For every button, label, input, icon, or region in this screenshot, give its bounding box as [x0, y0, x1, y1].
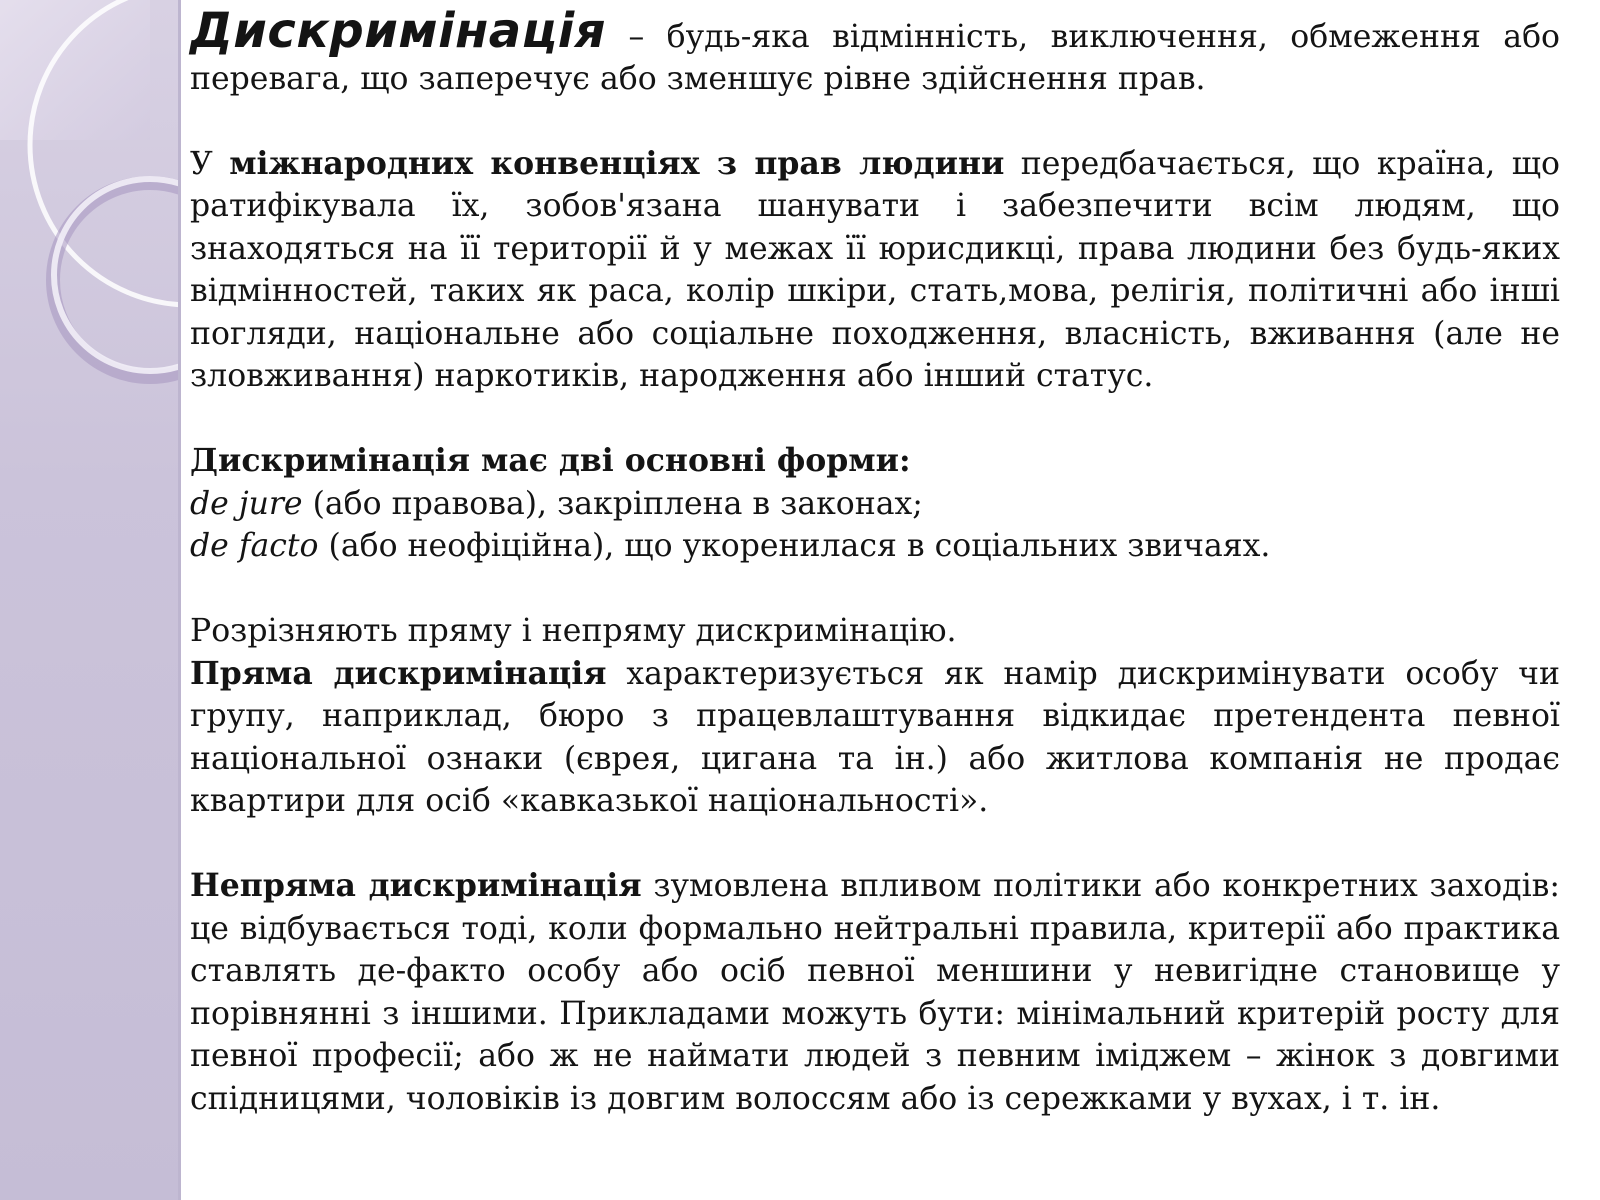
spacer [190, 568, 1560, 611]
dejure-text: (або правова), закріплена в законах; [302, 485, 923, 522]
top-panel [0, 0, 150, 140]
decorative-sidebar [0, 0, 181, 1200]
indirect-text: зумовлена впливом політики або конкретних заходів: це відбувається тоді, коли формально нейтральні правила, критерії або практика ставлять де-факто особу або осіб певної меншини у невигідне становище у порівнянні з іншими. Прикладами можуть бути: мінімальний критерій росту для певної професії; або ж не наймати людей з певним іміджем – жінок з довгими спідницями, чоловіків із довгим волоссям або із сережками у вухах, і т. ін. [190, 868, 1561, 1117]
conventions-prefix: У [190, 145, 230, 182]
direct-term: Пряма дискримінація [190, 654, 607, 692]
forms-heading [190, 440, 1560, 483]
defacto-term: de facto [190, 528, 319, 564]
definition-paragraph [190, 3, 1560, 100]
decorative-rings [0, 0, 178, 1200]
definition-term: Дискримінація [190, 3, 606, 59]
defacto-text: (або неофіційна), що укоренилася в соціальних звичаях. [318, 528, 1271, 564]
conventions-paragraph [190, 143, 1560, 398]
direct-text: характеризується як намір дискримінувати особу чи групу, наприклад, бюро з працевлаштування відкидає претендента певної національної ознаки (єврея, цигана та ін.) або житлова компанія не продає квартири для осіб «кавказької національності». [190, 655, 1561, 819]
indirect-paragraph [190, 865, 1560, 1120]
spacer [190, 398, 1560, 441]
direct-paragraph [190, 653, 1560, 823]
conventions-term: міжнародних конвенціях з прав людини [229, 144, 1005, 182]
conventions-text: передбачається, що країна, що ратифікувала їх, зобов'язана шанувати і забезпечити всім людям, що знаходяться на її території й у межах її юрисдикці, права людини без будь-яких відмінностей, таких як раса, колір шкіри, стать,мова, релігія, політичні або інші погляди, національне або соціальне походження, власність, вживання (але не зловживання) наркотиків, народження або інший статус. [190, 145, 1560, 394]
indirect-term: Непряма дискримінація [190, 867, 642, 904]
types-intro: Розрізняють пряму і непряму дискримінацію. [190, 613, 957, 649]
definition-text: – будь-яка відмінність, виключення, обмеження або перевага, що заперечує або зменшує рівне здійснення прав. [190, 19, 1560, 97]
spacer [190, 100, 1560, 143]
slide-content [190, 3, 1561, 1120]
small-ring-shadow [53, 183, 178, 377]
forms-heading-text: Дискримінація має дві основні форми: [190, 442, 911, 479]
dejure-term: de jure [190, 485, 303, 522]
form-defacto [190, 525, 1560, 568]
form-dejure [190, 483, 1560, 526]
spacer [190, 823, 1560, 866]
